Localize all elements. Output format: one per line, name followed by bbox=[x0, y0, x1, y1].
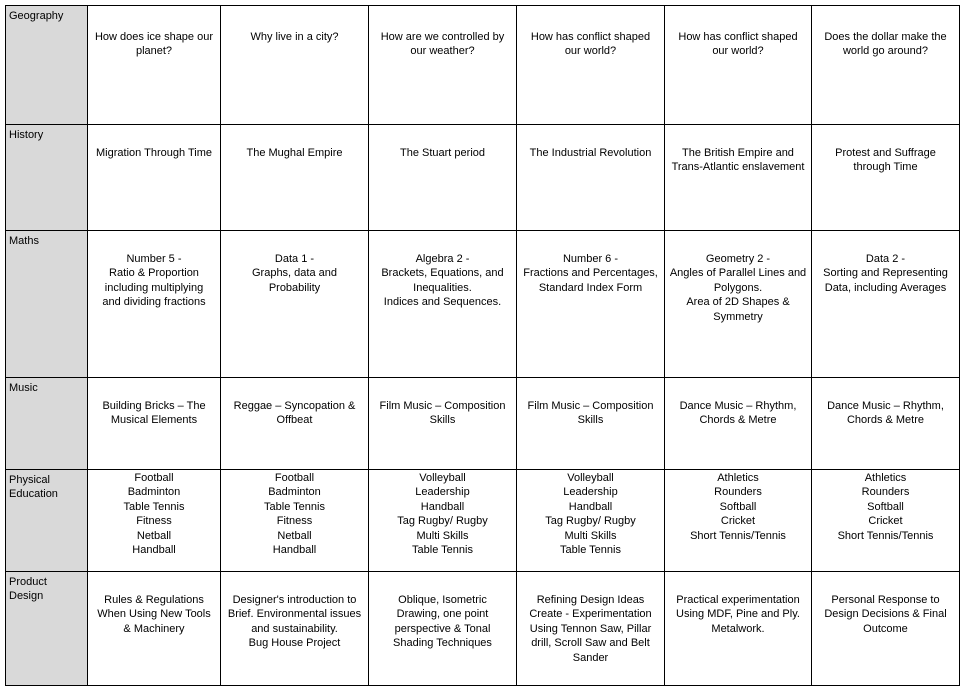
subject-label: Product Design bbox=[9, 576, 47, 603]
subject-cell bbox=[6, 6, 88, 125]
topic-cell bbox=[369, 470, 517, 572]
table-row-physical-education bbox=[6, 470, 960, 572]
topic-cell bbox=[812, 572, 960, 686]
topic-cell bbox=[665, 470, 812, 572]
topic-cell bbox=[221, 572, 369, 686]
subject-label: Physical Education bbox=[9, 474, 58, 501]
topic-cell bbox=[88, 572, 221, 686]
topic-cell bbox=[369, 125, 517, 231]
topic-text: Dance Music – Rhythm, Chords & Metre bbox=[679, 400, 797, 427]
topic-text: Oblique, Isometric Drawing, one point perspective & Tonal Shading Techniques bbox=[393, 594, 492, 650]
topic-text: Film Music – Composition Skills bbox=[527, 400, 654, 427]
topic-text: Athletics Rounders Softball Cricket Short Tennis/Tennis bbox=[690, 472, 786, 542]
topic-text: Volleyball Leadership Handball Tag Rugby/ Rugby Multi Skills Table Tennis bbox=[397, 472, 488, 557]
topic-text: Geometry 2 - Angles of Parallel Lines and Polygons. Area of 2D Shapes & Symmetry bbox=[669, 253, 807, 323]
topic-cell bbox=[517, 378, 665, 470]
topic-text: The Stuart period bbox=[400, 147, 485, 159]
topic-text: Football Badminton Table Tennis Fitness Netball Handball bbox=[123, 472, 185, 557]
table-row-history bbox=[6, 125, 960, 231]
subject-label: Music bbox=[9, 382, 38, 394]
topic-text: Data 2 - Sorting and Representing Data, including Averages bbox=[823, 253, 948, 294]
topic-cell bbox=[369, 6, 517, 125]
topic-cell bbox=[221, 125, 369, 231]
topic-cell bbox=[221, 378, 369, 470]
topic-text: Volleyball Leadership Handball Tag Rugby/ Rugby Multi Skills Table Tennis bbox=[545, 472, 636, 557]
topic-cell bbox=[517, 470, 665, 572]
topic-cell bbox=[88, 470, 221, 572]
subject-cell bbox=[6, 572, 88, 686]
topic-cell bbox=[517, 125, 665, 231]
table-row-geography bbox=[6, 6, 960, 125]
topic-text: How are we controlled by our weather? bbox=[380, 31, 505, 58]
topic-cell bbox=[665, 378, 812, 470]
topic-text: Personal Response to Design Decisions & Final Outcome bbox=[824, 594, 947, 635]
table-row-music bbox=[6, 378, 960, 470]
topic-text: Why live in a city? bbox=[250, 31, 339, 43]
topic-text: Dance Music – Rhythm, Chords & Metre bbox=[827, 400, 944, 427]
topic-cell bbox=[517, 572, 665, 686]
table-row-product-design bbox=[6, 572, 960, 686]
topic-cell bbox=[88, 231, 221, 378]
table-row-maths bbox=[6, 231, 960, 378]
topic-text: Number 5 - Ratio & Proportion including multiplying and dividing fractions bbox=[102, 253, 206, 309]
topic-cell bbox=[665, 125, 812, 231]
topic-cell bbox=[221, 231, 369, 378]
subject-label: History bbox=[9, 129, 44, 141]
topic-cell bbox=[221, 470, 369, 572]
topic-cell bbox=[812, 231, 960, 378]
topic-cell bbox=[88, 125, 221, 231]
topic-cell bbox=[812, 6, 960, 125]
topic-cell bbox=[812, 125, 960, 231]
topic-cell bbox=[369, 378, 517, 470]
topic-cell bbox=[665, 6, 812, 125]
topic-text: Practical experimentation Using MDF, Pine and Ply. Metalwork. bbox=[676, 594, 800, 635]
subject-cell bbox=[6, 470, 88, 572]
topic-text: Number 6 - Fractions and Percentages, Standard Index Form bbox=[523, 253, 658, 294]
topic-cell bbox=[665, 572, 812, 686]
curriculum-table bbox=[5, 5, 960, 686]
topic-cell bbox=[88, 378, 221, 470]
topic-cell bbox=[369, 231, 517, 378]
subject-cell bbox=[6, 231, 88, 378]
topic-text: Designer's introduction to Brief. Environmental issues and sustainability. Bug House Project bbox=[227, 594, 362, 650]
topic-cell bbox=[517, 6, 665, 125]
topic-cell bbox=[812, 378, 960, 470]
topic-text: Refining Design Ideas Create - Experimentation Using Tennon Saw, Pillar drill, Scroll Saw and Belt Sander bbox=[529, 594, 652, 664]
topic-text: Football Badminton Table Tennis Fitness Netball Handball bbox=[264, 472, 325, 557]
topic-text: Does the dollar make the world go around? bbox=[824, 31, 947, 58]
topic-text: Algebra 2 - Brackets, Equations, and Inequalities. Indices and Sequences. bbox=[381, 253, 504, 309]
topic-text: Athletics Rounders Softball Cricket Short Tennis/Tennis bbox=[837, 472, 934, 542]
topic-text: The Industrial Revolution bbox=[529, 147, 652, 159]
topic-text: Migration Through Time bbox=[96, 147, 212, 159]
topic-text: Data 1 - Graphs, data and Probability bbox=[251, 253, 337, 294]
topic-cell bbox=[88, 6, 221, 125]
topic-text: Building Bricks – The Musical Elements bbox=[102, 400, 206, 427]
topic-text: How does ice shape our planet? bbox=[94, 31, 213, 58]
topic-cell bbox=[812, 470, 960, 572]
topic-text: How has conflict shaped our world? bbox=[530, 31, 651, 58]
subject-label: Maths bbox=[9, 235, 39, 247]
topic-text: How has conflict shaped our world? bbox=[678, 31, 798, 58]
topic-text: Rules & Regulations When Using New Tools & Machinery bbox=[97, 594, 211, 635]
topic-text: The British Empire and Trans-Atlantic enslavement bbox=[671, 147, 805, 174]
topic-text: Protest and Suffrage through Time bbox=[835, 147, 936, 174]
topic-cell bbox=[369, 572, 517, 686]
topic-text: Film Music – Composition Skills bbox=[379, 400, 506, 427]
topic-cell bbox=[517, 231, 665, 378]
subject-label: Geography bbox=[9, 10, 64, 22]
topic-text: The Mughal Empire bbox=[246, 147, 343, 159]
subject-cell bbox=[6, 378, 88, 470]
topic-cell bbox=[665, 231, 812, 378]
subject-cell bbox=[6, 125, 88, 231]
topic-cell bbox=[221, 6, 369, 125]
topic-text: Reggae – Syncopation & Offbeat bbox=[233, 400, 356, 427]
